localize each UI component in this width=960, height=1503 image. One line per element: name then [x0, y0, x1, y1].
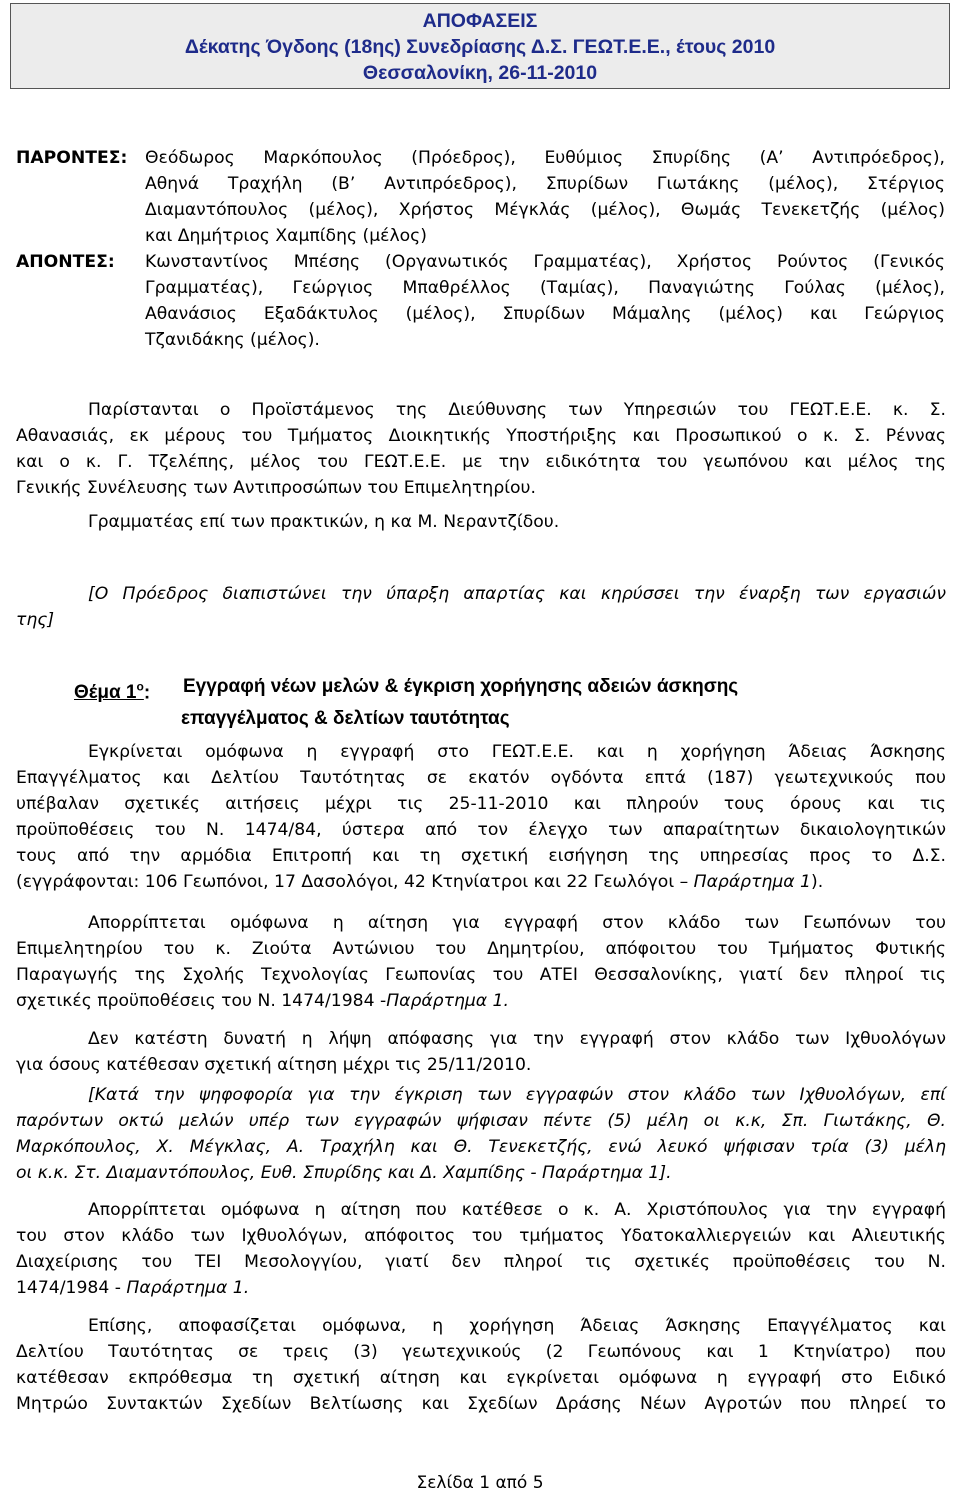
paragraph-line: 1474/1984 - Παράρτημα 1.: [16, 1278, 250, 1298]
paragraph-line: Δεν κατέστη δυνατή η λήψη απόφασης για την εγγραφή στον κλάδο των Ιχθυολόγων: [88, 1029, 946, 1049]
present-line: Θεόδωρος Μαρκόπουλος (Πρόεδρος), Ευθύμιος Σπυρίδης (Α’ Αντιπρόεδρος),: [145, 148, 945, 168]
present-line: και Δημήτριος Χαμπίδης (μέλος): [145, 226, 427, 246]
paragraph-line: Απορρίπτεται ομόφωνα η αίτηση που κατέθεσε ο κ. Α. Χριστόπουλος για την εγγραφή: [88, 1200, 946, 1220]
header-date: Θεσσαλονίκη, 26-11-2010: [362, 62, 598, 84]
paragraph-line: σχετικές προϋποθέσεις του Ν. 1474/1984 -Παράρτημα 1.: [16, 991, 509, 1011]
paragraph-line: παρόντων οκτώ μελών υπέρ των εγγραφών ψήφισαν πέντε (5) μέλη οι κ.κ, Σπ. Γιωτάκης, Θ.: [16, 1111, 946, 1131]
present-line: Αθηνά Τραχήλη (Β’ Αντιπρόεδρος), Σπυρίδων Γιωτάκης (μέλος), Στέργιος: [145, 174, 945, 194]
topic-superscript: ο: [136, 680, 144, 694]
topic-title-line: Εγγραφή νέων μελών & έγκριση χορήγησης αδειών άσκησης: [183, 676, 739, 697]
topic-label: [74, 674, 150, 706]
quorum-note: [16, 581, 946, 633]
topic-number: Θέμα 1: [74, 682, 137, 704]
annex-reference: Παράρτημα 1.: [386, 991, 509, 1011]
paragraph-line: οι κ.κ. Στ. Διαμαντόπουλος, Ευθ. Σπυρίδης και Δ. Χαμπίδης - Παράρτημα 1].: [16, 1163, 672, 1183]
decisions-header: [10, 3, 950, 89]
paragraph-registration: [16, 739, 946, 895]
absent-line: Γραμματέας), Γεώργιος Μπαθρέλλος (Ταμίας), Παναγιώτης Γούλας (μέλος),: [145, 278, 945, 298]
quorum-line: [Ο Πρόεδρος διαπιστώνει την ύπαρξη απαρτίας και κηρύσσει την έναρξη των εργασιών: [88, 584, 946, 604]
header-title: ΑΠΟΦΑΣΕΙΣ: [422, 10, 538, 32]
secretary-line: Γραμματέας επί των πρακτικών, η κα Μ. Νεραντζίδου.: [88, 512, 560, 532]
paragraph-ichthyologists: [16, 1026, 946, 1078]
paragraph-line: Μητρώο Συντακτών Σχεδίων Βελτίωσης και Σχεδίων Δράσης Νέων Αγροτών που πληρεί το: [16, 1394, 946, 1414]
paragraph-line: Εγκρίνεται ομόφωνα η εγγραφή στο ΓΕΩΤ.Ε.Ε. και η χορήγηση Άδειας Άσκησης: [88, 742, 946, 762]
paragraph-rejection-1: [16, 910, 946, 1014]
present-label: ΠΑΡΟΝΤΕΣ:: [16, 148, 128, 168]
paragraph-line: τους από την αρμόδια Επιτροπή και τη σχετική εισήγηση της υπηρεσίας προς το Δ.Σ.: [16, 846, 946, 866]
paragraph-line: του στον κλάδο των Ιχθυολόγων, απόφοιτος του τμήματος Υδατοκαλλιεργειών και Αλιευτικής: [16, 1226, 946, 1246]
vote-note: [16, 1082, 946, 1186]
paragraph-line: για όσους κατέθεσαν σχετική αίτηση μέχρι τις 25/11/2010.: [16, 1055, 532, 1075]
paragraph-line: Επιμελητηρίου του κ. Ζιούτα Αντώνιου του Δημητρίου, απόφοιτου του Τμήματος Φυτικής: [16, 939, 946, 959]
absent-line: Τζανιδάκης (μέλος).: [145, 330, 320, 350]
paragraph-line: Μαρκόπουλος, Χ. Μέγκλας, Α. Τραχήλη και Θ. Τενεκετζής, ενώ λευκό ψήφισαν τρία (3) μέλη: [16, 1137, 946, 1157]
attendance-line: Γενικής Συνέλευσης των Αντιπροσώπων του Επιμελητηρίου.: [16, 478, 536, 498]
paragraph-late-applications: [16, 1313, 946, 1417]
paragraph-line: Δελτίου Ταυτότητας σε τρεις (3) γεωτεχνικούς (2 Γεωπόνους και 1 Κτηνίατρο) που: [16, 1342, 946, 1362]
topic-colon: :: [143, 682, 151, 704]
absent-label: ΑΠΟΝΤΕΣ:: [16, 252, 115, 272]
paragraph-line: Επαγγέλματος και Δελτίου Ταυτότητας σε εκατόν ογδόντα επτά (187) γεωτεχνικούς που: [16, 768, 946, 788]
quorum-line: της]: [16, 610, 55, 630]
paragraph-line: Επίσης, αποφασίζεται ομόφωνα, η χορήγηση Άδειας Άσκησης Επαγγέλματος και: [88, 1316, 946, 1336]
paragraph-line: υπέβαλαν σχετικές αιτήσεις μέχρι τις 25-11-2010 και πληρούν τους όρους και τις: [16, 794, 946, 814]
paragraph-line: κατέθεσαν εκπρόθεσμα τη σχετική αίτηση και εγκρίνεται ομόφωνα η εγγραφή στο Ειδικό: [16, 1368, 946, 1388]
paragraph-line: [Κατά την ψηφοφορία για την έγκριση των εγγραφών στον κλάδο των Ιχθυολόγων, επί: [88, 1085, 946, 1105]
attendance-line: και ο κ. Γ. Τζελέπης, μέλος του ΓΕΩΤ.Ε.Ε. με την ειδικότητα του γεωπόνου και μέλος της: [16, 452, 946, 472]
absent-line: Αθανάσιος Εξαδάκτυλος (μέλος), Σπυρίδων Μάμαλης (μέλος) και Γεώργιος: [145, 304, 945, 324]
paragraph-line: προϋποθέσεις του Ν. 1474/84, ύστερα από τον έλεγχο των απαραίτητων δικαιολογητικών: [16, 820, 946, 840]
annex-reference: Παράρτημα 1.: [126, 1278, 250, 1298]
absent-line: Κωνσταντίνος Μπέσης (Οργανωτικός Γραμματέας), Χρήστος Ρούντος (Γενικός: [145, 252, 945, 272]
present-line: Διαμαντόπουλος (μέλος), Χρήστος Μέγκλάς (μέλος), Θωμάς Τενεκετζής (μέλος): [145, 200, 945, 220]
attendance-line: Παρίστανται ο Προϊστάμενος της Διεύθυνσης των Υπηρεσιών του ΓΕΩΤ.Ε.Ε. κ. Σ.: [88, 400, 946, 420]
paragraph-line: Διαχείρισης του ΤΕΙ Μεσολογγίου, γιατί δεν πληροί τις σχετικές προϋποθέσεις του Ν.: [16, 1252, 946, 1272]
topic-title-line: επαγγέλματος & δελτίων ταυτότητας: [181, 708, 510, 729]
annex-reference: Παράρτημα 1: [693, 872, 811, 892]
page-number: Σελίδα 1 από 5: [416, 1473, 544, 1493]
paragraph-line: Παραγωγής της Σχολής Τεχνολογίας Γεωπονίας του ΑΤΕΙ Θεσσαλονίκης, γιατί δεν πληροί τις: [16, 965, 946, 985]
header-session: Δέκατης Όγδοης (18ης) Συνεδρίασης Δ.Σ. ΓΕΩΤ.Ε.Ε., έτους 2010: [184, 36, 776, 58]
paragraph-line: Απορρίπτεται ομόφωνα η αίτηση για εγγραφή στον κλάδο των Γεωπόνων του: [88, 913, 946, 933]
attendance-paragraph: [16, 397, 946, 501]
attendance-line: Αθανασιάς, εκ μέρους του Τμήματος Διοικητικής Υποστήριξης και Προσωπικού ο κ. Σ. Ρέννας: [16, 426, 946, 446]
paragraph-line: (εγγράφονται: 106 Γεωπόνοι, 17 Δασολόγοι, 42 Κτηνίατροι και 22 Γεωλόγοι – Παράρτημα 1).: [16, 872, 824, 892]
paragraph-rejection-2: [16, 1197, 946, 1301]
